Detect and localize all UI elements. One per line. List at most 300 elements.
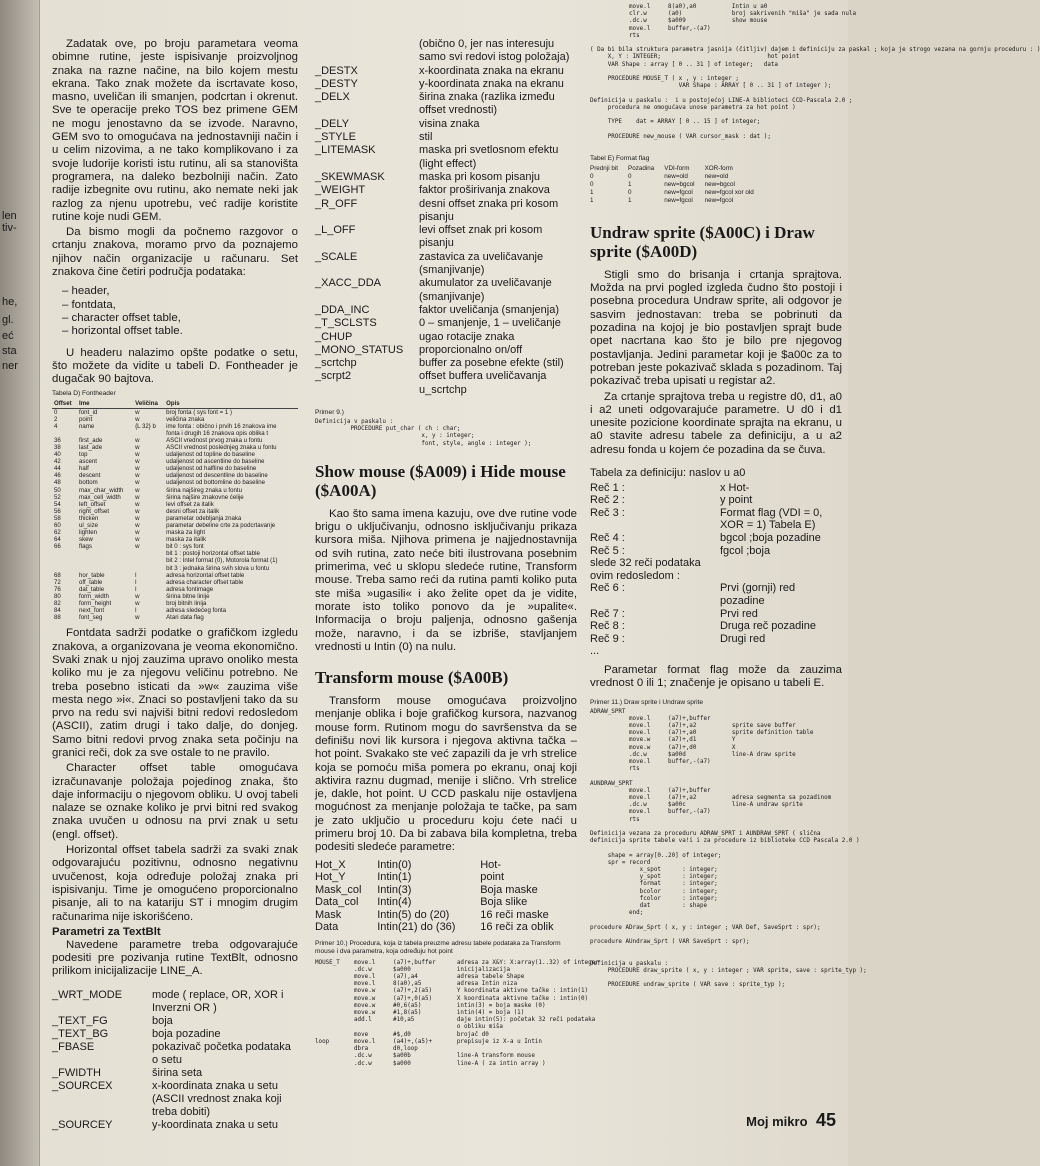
param-row bbox=[315, 921, 577, 934]
table-cell: širina seta bbox=[152, 1066, 203, 1079]
table-cell: 64 bbox=[54, 536, 61, 544]
table-row bbox=[52, 515, 298, 522]
param-row bbox=[315, 331, 577, 344]
table-cell: name bbox=[79, 422, 95, 430]
table-cell: w bbox=[135, 458, 140, 466]
table-cell: 56 bbox=[54, 507, 61, 515]
param-row bbox=[315, 304, 577, 317]
table-cell: _WRT_MODE bbox=[52, 988, 123, 1001]
table-cell: new=old bbox=[664, 172, 688, 180]
table-cell: Drugi red bbox=[719, 632, 766, 645]
table-cell: _LITEMASK bbox=[315, 144, 376, 157]
definition-row bbox=[590, 545, 842, 558]
table-cell: adresa character offset table bbox=[166, 578, 244, 586]
table-cell: skew bbox=[79, 536, 93, 544]
intro-paragraph: Da bismo mogli da počnemo razgovor o crtanju znakova, moramo prvo da poznajemo njihov način organizacije u računaru. Set znakova čine četiri područja podataka: bbox=[52, 226, 298, 279]
param-row bbox=[315, 317, 577, 330]
table-cell: _FWIDTH bbox=[52, 1066, 101, 1079]
table-header-row bbox=[590, 165, 764, 173]
textblt-params-table bbox=[52, 989, 298, 1132]
table-cell: 76 bbox=[54, 585, 61, 593]
table-cell: levi offset znak pri kosom pisanju bbox=[419, 224, 543, 250]
table-cell: w bbox=[135, 522, 140, 530]
table-cell: maska za italik bbox=[166, 536, 207, 544]
table-cell bbox=[133, 550, 164, 557]
table-cell: Boja maske bbox=[480, 883, 538, 896]
table-cell: _SCALE bbox=[315, 250, 358, 263]
table-cell: 16 reči za oblik bbox=[480, 921, 554, 934]
table-cell: last_ade bbox=[79, 443, 103, 451]
column-header: VDI-form bbox=[664, 164, 690, 172]
definition-row bbox=[590, 582, 842, 607]
table-cell: font_seg bbox=[79, 614, 103, 622]
definition-row bbox=[590, 633, 842, 646]
table-cell: Reč 2 : bbox=[590, 494, 625, 507]
column-header: Offset bbox=[52, 400, 77, 408]
table-cell: desni offset znaka pri kosom pisanju bbox=[419, 197, 559, 223]
hotpoint-params-table bbox=[315, 859, 577, 934]
table-cell bbox=[52, 550, 77, 557]
primer11-caption: Primer 11.) Draw sprite i Undraw sprite bbox=[590, 698, 704, 706]
table-row bbox=[52, 614, 298, 621]
table-row bbox=[590, 189, 764, 197]
table-cell: 50 bbox=[54, 486, 61, 494]
table-cell: Reč 3 : bbox=[590, 506, 625, 519]
table-cell: 44 bbox=[54, 465, 61, 473]
table-cell: Reč 8 : bbox=[590, 620, 625, 633]
table-cell: bit 3 : jednaka širina svih slova u fontu bbox=[166, 564, 270, 572]
fontheader-table-body bbox=[52, 408, 298, 621]
table-cell: w bbox=[135, 443, 140, 451]
table-cell: w bbox=[135, 479, 140, 487]
table-cell: w bbox=[135, 614, 140, 622]
table-cell bbox=[52, 565, 77, 572]
table-cell: 0 – smanjenje, 1 – uveličanje bbox=[419, 317, 561, 330]
param-row bbox=[52, 1080, 298, 1119]
table-row bbox=[52, 572, 298, 579]
param-row bbox=[315, 884, 577, 897]
table-row bbox=[52, 550, 298, 557]
table-cell: w bbox=[135, 493, 140, 501]
table-cell bbox=[52, 557, 77, 564]
table-cell: w bbox=[135, 514, 140, 522]
table-cell: 36 bbox=[54, 436, 61, 444]
column-1 bbox=[52, 38, 298, 1132]
definition-row bbox=[590, 557, 842, 582]
table-cell: 0 bbox=[628, 172, 632, 180]
font-areas-list bbox=[62, 285, 298, 338]
table-row bbox=[590, 181, 764, 189]
table-cell: parametar odebljanja znaka bbox=[166, 514, 242, 522]
table-cell: _scrtchp bbox=[315, 357, 357, 370]
table-cell: w bbox=[135, 408, 140, 416]
reci-body bbox=[590, 482, 842, 658]
table-cell: hor_table bbox=[79, 571, 105, 579]
table-cell: 4 bbox=[54, 422, 58, 430]
table-cell: Intin(5) do (20) bbox=[377, 908, 450, 921]
table-cell: Intin(0) bbox=[377, 858, 412, 871]
table-cell: Hot_Y bbox=[315, 871, 346, 884]
table-row bbox=[52, 557, 298, 564]
undraw-sprite-heading: Undraw sprite ($A00C) i Draw sprite ($A00D) bbox=[590, 222, 815, 261]
table-cell: boja bbox=[152, 1014, 173, 1027]
table-cell: y point bbox=[719, 494, 753, 507]
column-header: Prednji bit bbox=[590, 164, 619, 172]
table-cell: Reč 4 : bbox=[590, 531, 625, 544]
definition-row bbox=[590, 645, 842, 658]
table-cell bbox=[77, 550, 133, 557]
previous-page-edge bbox=[0, 0, 40, 1166]
table-cell: Reč 5 : bbox=[590, 544, 625, 557]
table-row bbox=[52, 430, 298, 437]
table-cell: left_offset bbox=[79, 500, 106, 508]
table-row bbox=[52, 487, 298, 494]
table-cell: y-koordinata znaka u setu bbox=[152, 1118, 278, 1131]
table-cell: 84 bbox=[54, 607, 61, 615]
spine-fragment: len bbox=[2, 210, 17, 222]
table-cell: 0 bbox=[628, 188, 632, 196]
table-cell: ASCII vrednost prvog znaka u fontu bbox=[166, 436, 263, 444]
table-cell: 48 bbox=[54, 479, 61, 487]
transform-mouse-heading: Transform mouse ($A00B) bbox=[315, 668, 509, 688]
table-cell: bit 2 : Intel format (0), Motorola format (1) bbox=[166, 557, 278, 565]
table-cell: w bbox=[135, 472, 140, 480]
table-cell: _XACC_DDA bbox=[315, 277, 382, 290]
table-row bbox=[52, 565, 298, 572]
table-cell: faktor uveličanja (smanjenja) bbox=[419, 303, 560, 316]
param-row bbox=[315, 38, 577, 65]
table-cell: maska pri svetlosnom efektu (light effect) bbox=[419, 144, 559, 170]
table-cell: offset buffera uveličavanja u_scrtchp bbox=[419, 370, 547, 396]
table-cell bbox=[133, 430, 164, 437]
table-cell: 72 bbox=[54, 578, 61, 586]
table-cell: l bbox=[135, 578, 137, 586]
table-cell: new=fgcol bbox=[704, 196, 734, 204]
intro-paragraph: Zadatak ove, po broju parametara veoma obimne rutine, jeste ispisivanje proizvoljnog znaka na razne načine, na bilo kojem mestu ekrana. Tako znak možete da iscrtavate koso, masno, uveličan ili smanjen, podcrtan i okrenut. Sve te operacije preko TOS bez primene GEM ne mogu jenostavno da se izvode. Naravno, GEM svo to omogućava na jednostavniji način i u celim nizovima, a ne tako komplikovano i za svoje ludorije koristi istu rutinu, ali sa stanovišta programera, na daleko bezbolniji način. Zato radije izbegnite ovu rutinu, ako nemate neki jak razlog za njenu upotrebu, već radije koristite rutine koje nudi GEM. bbox=[52, 38, 298, 223]
table-row bbox=[52, 579, 298, 586]
param-row bbox=[315, 251, 577, 278]
table-row bbox=[52, 522, 298, 529]
table-row bbox=[52, 543, 298, 550]
table-cell: dat_table bbox=[79, 585, 105, 593]
table-cell: _STYLE bbox=[315, 131, 356, 144]
column-header: Pozadina bbox=[628, 164, 655, 172]
table-cell: _scrpt2 bbox=[315, 370, 352, 383]
table-header-row bbox=[52, 400, 298, 408]
column-header: Opis bbox=[164, 400, 298, 408]
definition-table-intro: Tabela za definiciju: naslov u a0 bbox=[590, 467, 746, 480]
primer10-caption: Primer 10.) Procedura, koja iz tabela preuzme adresu tabele podataka za Transform mouse i dva parametra, koja određuju hot point bbox=[315, 939, 561, 955]
table-cell: y-koordinata znaka na ekranu bbox=[419, 77, 564, 90]
table-cell: 1 bbox=[590, 188, 594, 196]
table-cell bbox=[77, 565, 133, 572]
table-row bbox=[52, 444, 298, 451]
table-cell: w bbox=[135, 543, 140, 551]
table-cell: zastavica za uveličavanje (smanjivanje) bbox=[419, 250, 544, 277]
table-cell: first_ade bbox=[79, 436, 103, 444]
table-cell: parametar debeline crte za podcrtavanje bbox=[166, 522, 276, 530]
spine-fragment: he, bbox=[2, 296, 18, 308]
table-row bbox=[52, 451, 298, 458]
table-cell: _DESTY bbox=[315, 77, 358, 90]
param-row bbox=[52, 1015, 298, 1028]
page-footer bbox=[746, 1110, 836, 1131]
table-cell: 62 bbox=[54, 529, 61, 537]
table-cell: _SOURCEY bbox=[52, 1118, 113, 1131]
table-cell: w bbox=[135, 507, 140, 515]
table-cell: fgcol ;boja bbox=[719, 544, 771, 557]
table-row bbox=[590, 197, 764, 205]
table-cell: flags bbox=[79, 543, 92, 551]
primer9-code: Definicija v paskalu : PROCEDURE put_char ( ch : char; x, y : integer; font, style, angle : integer ); bbox=[315, 419, 532, 447]
table-cell: Hot- bbox=[480, 858, 501, 871]
table-cell: right_offset bbox=[79, 507, 110, 515]
table-cell: širina najšireg znaka u fontu bbox=[166, 486, 242, 494]
table-cell: udaljenost od descentline do baseline bbox=[166, 472, 268, 480]
table-cell: udaljenost od halfline do baseline bbox=[166, 465, 257, 473]
param-row bbox=[52, 1067, 298, 1080]
table-row bbox=[52, 607, 298, 614]
table-cell: font_id bbox=[79, 408, 98, 416]
param-row bbox=[315, 909, 577, 922]
table-cell: w bbox=[135, 600, 140, 608]
spine-fragment: gl. bbox=[2, 314, 14, 326]
table-row bbox=[52, 458, 298, 465]
table-cell: proporcionalno on/off bbox=[419, 343, 523, 356]
table-cell: adresa sledećeg fonta bbox=[166, 607, 227, 615]
draw-paragraph: Za crtanje sprajtova treba u registre d0, d1, a0 i a2 uneti odgovarajuće parametre. U d0 i d1 unesite pozicione koordinate sprajta na ekranu, u a0 stavite adresu tabele za definiciju, a u a2 adresu fonda u kojem će pozadina da se čuva. bbox=[590, 390, 842, 456]
table-cell: Reč 9 : bbox=[590, 632, 625, 645]
table-cell: bottom bbox=[79, 479, 98, 487]
table-row bbox=[52, 437, 298, 444]
definition-row bbox=[590, 532, 842, 545]
magazine-name: Moj mikro bbox=[746, 1114, 808, 1129]
header-paragraph: U headeru nalazimo opšte podatke o setu, što možete da vidite u tabeli D. Fontheader je dugačak 90 bajtova. bbox=[52, 346, 298, 386]
table-cell: adresa fontimage bbox=[166, 585, 214, 593]
param-row bbox=[52, 989, 298, 1015]
table-row bbox=[52, 416, 298, 423]
fontdata-paragraph: Fontdata sadrži podatke o grafičkom izgledu znakova, a organizovana je veoma ekonomično. Svaki znak u njoj zauzima upravo onoliko mesta koliko mu je za njegovu veličinu potrebno. Ne treba posebno isticati da »w« zauzima više mesta nego »i«. Znaci so postavljeni tako da su prvo na redu svi najviši bitni redovi redosledom (ASCII), zatim drugi i tako dalje, do donjeg. Samo bitni redovi prvog znaka seta počinju na granici reči, dok za sve ostale to ne pravilo. bbox=[52, 627, 298, 759]
table-cell: Reč 7 : bbox=[590, 607, 625, 620]
table-cell: _TEXT_FG bbox=[52, 1014, 108, 1027]
table-cell: point bbox=[480, 871, 505, 884]
table-cell: 2 bbox=[54, 415, 58, 423]
table-cell: max_cell_width bbox=[79, 493, 121, 501]
column-header: Ime bbox=[77, 400, 133, 408]
transform-mouse-paragraph: Transform mouse omogućava proizvoljno menjanje oblika i boje grafičkog kursora, nazvanog mouse form. Rutinom mogu do savršenstva da se definišu novi lik kursora i njegova aktivna tačka – hot point. Svakako ste već zapazili da je vrh strelice koja se pomoću miša pomera po ekranu, onaj koji aktivira raznu dugmad, menije i slično. Vrh strelice je, dakle, hot point. U CCD paskalu nije ostavljena mogućnost za menjanje položaja te tačke, pa sam je zato uključio u proceduru koju ćete naći u primeru broj 10. Da bi zabava bila kompletna, treba podesiti sledeće parametre: bbox=[315, 695, 577, 854]
param-row bbox=[315, 344, 577, 357]
table-cell bbox=[77, 557, 133, 564]
flag-body bbox=[590, 173, 764, 205]
table-cell: Prvi red bbox=[719, 607, 758, 620]
table-cell: širina bitne linije bbox=[166, 592, 210, 600]
primer11-code: ADRAW_SPRT move.l (a7)+,buffer move.l (a7)+,a2 sprite save buffer move.l (a7)+,a0 sprite definition table move.w (a7)+,d1 Y move.w (a7)+,d0 X .dc.w $a00d line-A draw sprite move.l buffer,-(a7) rts AUNDRAW_SPRT move.l (a7)+,buffer move.l (a7)+,a2 adresa segmenta sa pozadinom .dc.w $a00c line-A undraw sprite move.l buffer,-(a7) rts Definicija vezana za proceduru ADRAW_SPRT i AUNDRAW_SPRT ( slična definicija sprite tabele va!i i za procedure iz biblioteke CCD Pascala 2.0 ) shape = array[0..20] of integer; spr = record x_spot : integer; y_spot : integer; format : integer; bcolor : integer; fcolor : integer; dat : shape end; procedure ADraw_Sprt ( x, y : integer ; VAR Def, SaveSprt : spr); procedure AUndraw_Sprt ( VAR SaveSprt : spr); Definicija u paskalu : PROCEDURE draw_sprite ( x, y : integer ; VAR sprite, save : sprite_typ ); PROCEDURE undraw_sprite ( VAR save : sprite_typ ); bbox=[590, 708, 867, 989]
param-row bbox=[315, 357, 577, 370]
table-cell: 82 bbox=[54, 600, 61, 608]
table-cell: w bbox=[135, 500, 140, 508]
table-cell: buffer za posebne efekte (stil) bbox=[419, 357, 564, 370]
table-cell: 60 bbox=[54, 522, 61, 530]
table-cell: Intin(21) do (36) bbox=[377, 921, 456, 934]
table-cell: levi offset za italik bbox=[166, 500, 214, 508]
table-row bbox=[52, 529, 298, 536]
table-cell bbox=[133, 565, 164, 572]
table-cell: _TEXT_BG bbox=[52, 1027, 109, 1040]
column-2 bbox=[315, 38, 599, 1068]
table-cell: {L 32} b bbox=[135, 422, 156, 430]
table-row bbox=[52, 600, 298, 607]
table-cell: 0 bbox=[54, 408, 58, 416]
table-cell: _MONO_STATUS bbox=[315, 343, 404, 356]
format-flag-paragraph: Parametar format flag može da zauzima vrednost 0 ili 1; značenje je opisano u tabeli E. bbox=[590, 663, 842, 690]
table-cell: 46 bbox=[54, 472, 61, 480]
param-row bbox=[315, 896, 577, 909]
table-cell: pokazivač početka podataka o setu bbox=[152, 1040, 291, 1066]
param-row bbox=[315, 118, 577, 131]
table-cell: veličina znaka bbox=[166, 415, 205, 423]
table-cell: w bbox=[135, 486, 140, 494]
table-cell: new=fgcol xor old bbox=[704, 188, 754, 196]
table-cell: Reč 1 : bbox=[590, 481, 625, 494]
table-cell: _CHUP bbox=[315, 330, 353, 343]
table-cell: ... bbox=[590, 645, 600, 658]
table-cell: 1 bbox=[628, 180, 632, 188]
table-cell: 0 bbox=[590, 172, 594, 180]
table-cell: _R_OFF bbox=[315, 197, 358, 210]
table-cell: 80 bbox=[54, 592, 61, 600]
table-cell: 58 bbox=[54, 514, 61, 522]
table-cell: off_table bbox=[79, 578, 103, 586]
table-cell: 0 bbox=[590, 180, 594, 188]
table-cell: l bbox=[135, 607, 137, 615]
table-cell: Reč 6 : bbox=[590, 582, 625, 595]
table-cell: broj fonta ( sys font = 1 ) bbox=[166, 408, 232, 416]
table-cell: 16 reči maske bbox=[480, 908, 549, 921]
table-cell: akumulator za uveličavanje (smanjivanje) bbox=[419, 277, 552, 303]
table-cell: Intin(1) bbox=[377, 871, 412, 884]
table-cell: x-koordinata znaka u setu (ASCII vrednost znaka koji treba dobiti) bbox=[152, 1079, 282, 1118]
table-cell: stil bbox=[419, 131, 433, 144]
table-cell: mode ( replace, OR, XOR i Inverzni OR ) bbox=[152, 988, 284, 1014]
table-cell: descent bbox=[79, 472, 101, 480]
column-header: XOR-form bbox=[704, 164, 733, 172]
table-cell: Hot_X bbox=[315, 858, 346, 871]
table-cell: new=bgcol bbox=[664, 180, 695, 188]
table-cell: 1 bbox=[628, 196, 632, 204]
param-row bbox=[315, 171, 577, 184]
param-row bbox=[52, 1028, 298, 1041]
param-row bbox=[315, 65, 577, 78]
table-cell: new=fgcol bbox=[664, 196, 693, 204]
table-cell: ime fonta : obično i prvih 16 znakova ime bbox=[166, 422, 277, 430]
table-cell: visina znaka bbox=[419, 117, 480, 130]
table-cell bbox=[52, 430, 77, 437]
table-row bbox=[52, 508, 298, 515]
table-cell: 68 bbox=[54, 571, 61, 579]
param-row bbox=[315, 224, 577, 251]
table-cell: w bbox=[135, 592, 140, 600]
table-cell: half bbox=[79, 465, 89, 473]
param-row bbox=[315, 370, 577, 397]
param-row bbox=[315, 277, 577, 304]
table-row bbox=[52, 501, 298, 508]
table-cell bbox=[720, 645, 842, 658]
table-cell: form_width bbox=[79, 592, 109, 600]
table-cell: 42 bbox=[54, 458, 61, 466]
param-row bbox=[315, 91, 577, 118]
table-cell: ascent bbox=[79, 458, 98, 466]
table-cell: Druga reč pozadine bbox=[719, 620, 816, 633]
list-item: – fontdata, bbox=[62, 298, 116, 311]
fontheader-table bbox=[52, 400, 298, 621]
table-cell: new=fgcol bbox=[664, 188, 693, 196]
table-cell: 66 bbox=[54, 543, 61, 551]
table-cell: _DELY bbox=[315, 117, 350, 130]
table-cell: udaljenost od topline do baseline bbox=[166, 451, 255, 459]
show-mouse-paragraph: Kao što sama imena kazuju, ove dve rutine vode brigu o uključivanju, odnosno isključivanju prikaza kursora miša. Njihova primena je najjednostavnija od svih rutina, zato neće biti ilustrovana posebnim primerima, već u sklopu sledeće rutine, Transform mouse. Treba samo reći da rutina pamti koliko puta ste miša »ugasili« i ako želite opet da je vidite, morate isto toliko ponovo da je »upalite«. Informacija o broju paljenja, odnosno gašenja može, naravno, i da se izbriše, stavljanjem vrednosti u Intin (0) na nulu. bbox=[315, 507, 577, 653]
table-row bbox=[52, 494, 298, 501]
param-row bbox=[52, 1041, 298, 1067]
params-body bbox=[52, 989, 298, 1132]
table-row bbox=[52, 423, 298, 430]
table-cell: 88 bbox=[54, 614, 61, 622]
table-cell: 52 bbox=[54, 493, 61, 501]
table-row bbox=[590, 173, 764, 181]
table-cell: max_char_width bbox=[79, 486, 124, 494]
table-cell: _L_OFF bbox=[315, 224, 356, 237]
param-row bbox=[315, 144, 577, 171]
param-row bbox=[315, 131, 577, 144]
table-cell bbox=[315, 38, 419, 65]
table-cell: x-koordinata znaka na ekranu bbox=[419, 64, 564, 77]
table-cell: maska za light bbox=[166, 529, 206, 537]
table-cell: adresa horizontal offset table bbox=[166, 571, 245, 579]
table-cell: bit 1 : postoji horizontal offset table bbox=[166, 550, 260, 558]
table-cell bbox=[133, 557, 164, 564]
table-cell: Boja slike bbox=[480, 896, 528, 909]
table-cell: slede 32 reči podataka ovim redosledom : bbox=[590, 557, 701, 582]
spine-fragment: ner bbox=[2, 360, 18, 372]
table-cell bbox=[720, 557, 842, 582]
table-cell: boja pozadine bbox=[152, 1027, 221, 1040]
table-cell: _DESTX bbox=[315, 64, 358, 77]
table-cell: new=bgcol bbox=[704, 180, 735, 188]
table-cell: maska pri kosom pisanju bbox=[419, 170, 541, 183]
table-row bbox=[52, 586, 298, 593]
table-cell: širina znaka (razlika između offset vrednosti) bbox=[419, 91, 555, 117]
table-cell: Data bbox=[315, 921, 339, 934]
table-cell: _DELX bbox=[315, 91, 350, 104]
definition-row bbox=[590, 620, 842, 633]
table-row bbox=[52, 408, 298, 416]
spine-fragment: sta bbox=[2, 345, 17, 357]
page-number: 45 bbox=[815, 1110, 836, 1130]
sprite-definition-table bbox=[590, 482, 842, 658]
table-cell: w bbox=[135, 436, 140, 444]
table-cell: Mask_col bbox=[315, 883, 362, 896]
table-row bbox=[52, 593, 298, 600]
table-e-caption: Tabel E) Format flag bbox=[590, 154, 650, 162]
table-cell: _FBASE bbox=[52, 1040, 95, 1053]
format-flag-table bbox=[590, 165, 764, 205]
table-cell: fonta i drugih 16 znakova opis oblika t bbox=[166, 429, 269, 437]
table-cell bbox=[77, 430, 133, 437]
table-cell: lighten bbox=[79, 529, 98, 537]
table-cell: ASCII vrednost poslednjeg znaka u fontu bbox=[166, 443, 277, 451]
spine-fragment: tiv- bbox=[2, 222, 17, 234]
table-row bbox=[52, 479, 298, 486]
spine-fragment: eć bbox=[2, 330, 14, 342]
